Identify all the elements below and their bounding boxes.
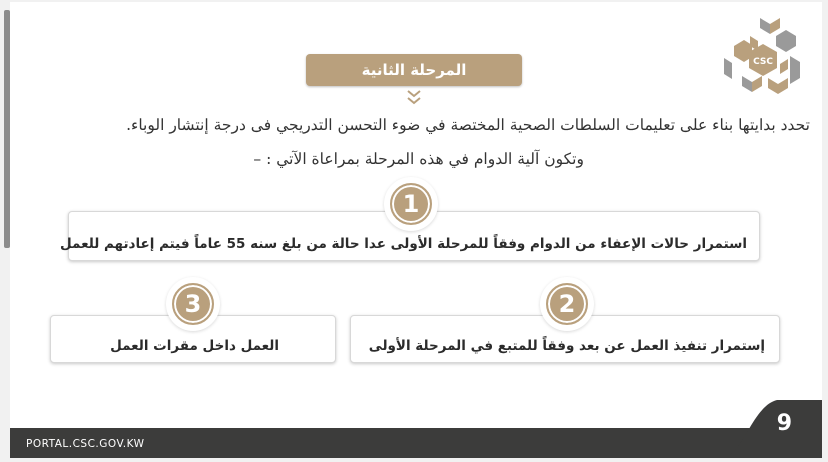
item-text-3: العمل داخل مقرات العمل [110,338,279,354]
page-number: 9 [776,411,792,436]
item-text-2: إستمرار تنفيذ العمل عن بعد وفقاً للمتبع في المرحلة الأولى [368,338,765,354]
stage-title: المرحلة الثانية [306,54,522,86]
logo-text: CSC [753,57,773,67]
page-tab [722,386,822,458]
number-badge-2 [540,277,594,331]
csc-logo [720,16,806,98]
intro-text-line1: تحدد بدايتها بناء على تعليمات السلطات الصحية المختصة في ضوء التحسن التدريجي فى درجة إنتشار الوباء. [126,116,810,134]
number-3: 3 [172,283,214,325]
footer-bar [10,428,822,458]
number-badge-3 [166,277,220,331]
number-badge-1 [384,177,438,231]
portal-url: PORTAL.CSC.GOV.KW [26,438,145,450]
slide [10,2,822,458]
item-text-1: استمرار حالات الإعفاء من الدوام وفقاً للمرحلة الأولى عدا حالة من بلغ سنه 55 عاماً فيتم إعادتهم للعمل [59,236,747,252]
number-2: 2 [546,283,588,325]
double-chevron-down-icon [404,88,424,108]
number-1: 1 [390,183,432,225]
intro-text-line2: وتكون آلية الدوام في هذه المرحلة بمراعاة الآتي : – [253,150,584,168]
